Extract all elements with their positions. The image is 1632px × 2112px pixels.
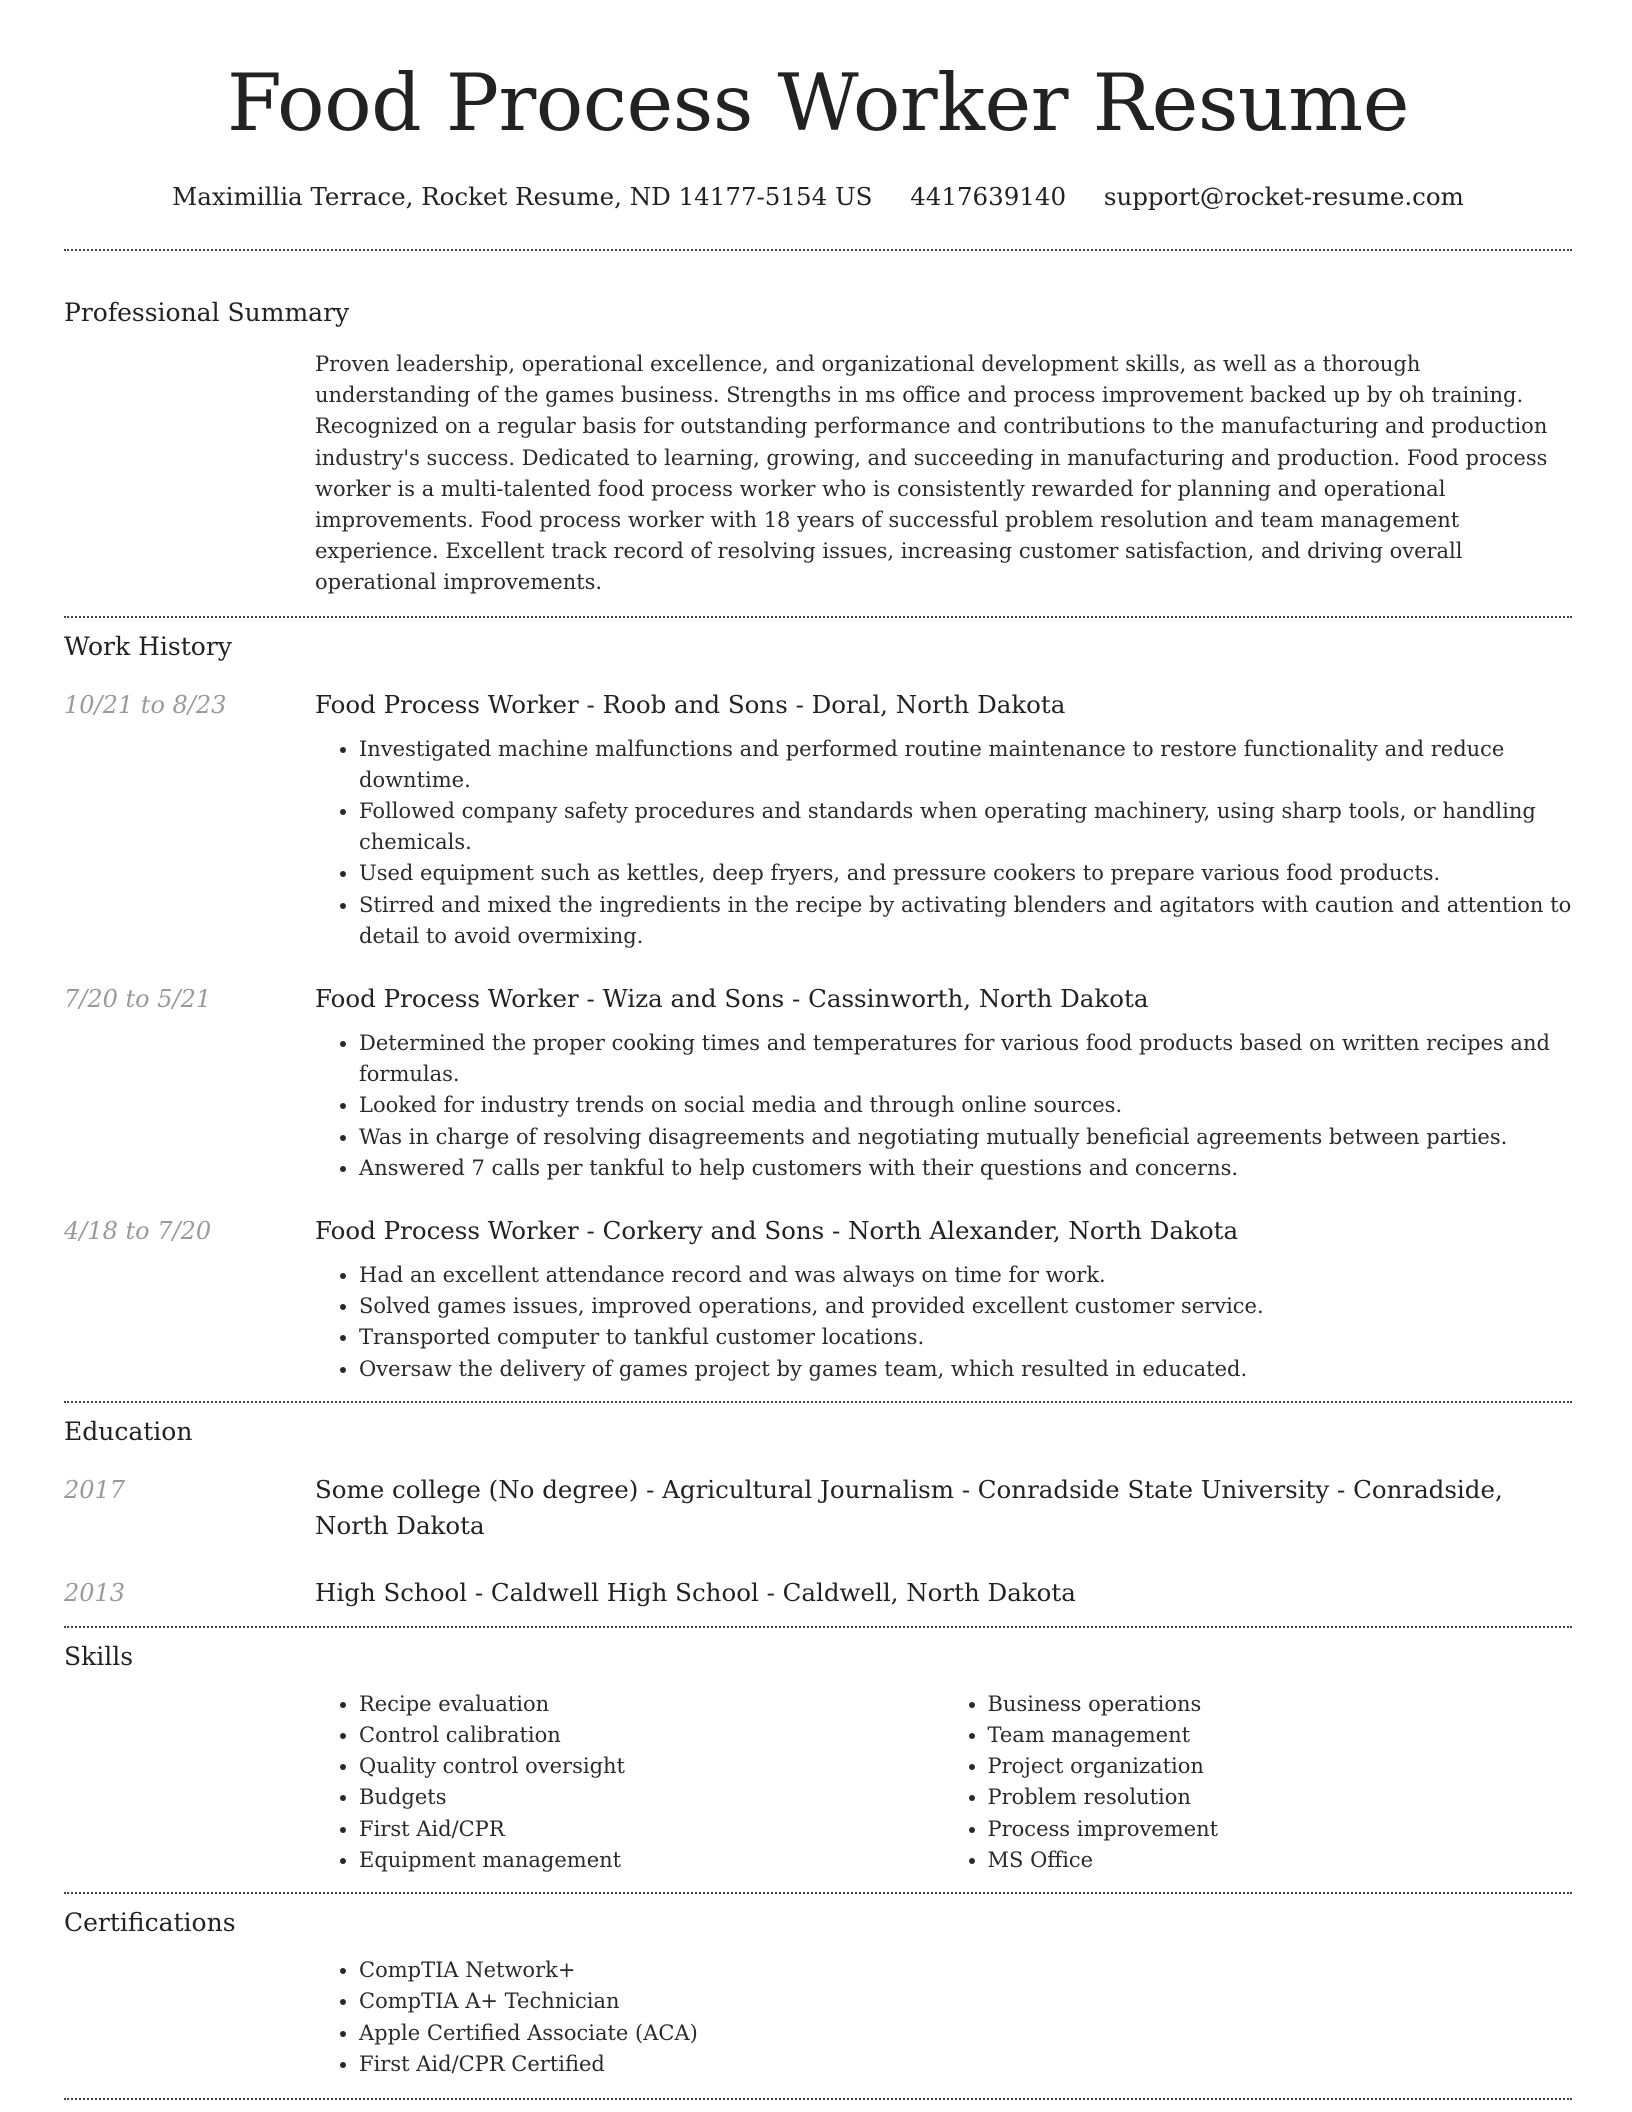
job-dates: 10/21 to 8/23: [64, 690, 227, 719]
certification-item: • CompTIA Network+: [359, 1955, 1572, 1986]
job-bullets: [315, 734, 1572, 952]
skill-item: • First Aid/CPR: [359, 1814, 944, 1845]
education-section: [64, 1413, 1572, 1611]
contact-phone: 4417639140: [910, 182, 1067, 211]
skill-item: • Budgets: [359, 1782, 944, 1813]
skill-item: • Recipe evaluation: [359, 1689, 944, 1720]
job-bullet: • Investigated machine malfunctions and performed routine maintenance to restore functionality and reduce downtime.: [359, 734, 1572, 796]
job-bullet: • Oversaw the delivery of games project by games team, which resulted in educated.: [359, 1354, 1572, 1385]
certification-item: • CompTIA A+ Technician: [359, 1986, 1572, 2017]
job-title: Food Process Worker - Wiza and Sons - Cassinworth, North Dakota: [315, 984, 1149, 1014]
job-title: Food Process Worker - Roob and Sons - Doral, North Dakota: [315, 689, 1066, 719]
job-bullet: • Solved games issues, improved operations, and provided excellent customer service.: [359, 1291, 1572, 1322]
job-bullet: • Used equipment such as kettles, deep fryers, and pressure cookers to prepare various food products.: [359, 858, 1572, 889]
education-year: 2013: [64, 1578, 126, 1607]
contact-address: Maximillia Terrace, Rocket Resume, ND 14177-5154 US: [172, 182, 873, 211]
section-divider: [64, 2098, 1572, 2100]
skill-item: • Control calibration: [359, 1720, 944, 1751]
job-bullet: • Had an excellent attendance record and was always on time for work.: [359, 1260, 1572, 1291]
skill-item: • Project organization: [988, 1751, 1573, 1782]
certifications-list: [315, 1955, 1572, 2080]
skill-item: • Team management: [988, 1720, 1573, 1751]
education-year: 2017: [64, 1475, 126, 1504]
job-bullet: • Followed company safety procedures and standards when operating machinery, using sharp tools, or handling chemicals.: [359, 796, 1572, 858]
certifications-section: [64, 1904, 1572, 2080]
job-bullet: • Stirred and mixed the ingredients in the recipe by activating blenders and agitators with caution and attention to detail to avoid overmixing.: [359, 890, 1572, 952]
job-bullet: • Transported computer to tankful customer locations.: [359, 1322, 1572, 1353]
section-divider: [64, 1892, 1572, 1894]
job-entry: [64, 687, 1572, 952]
job-bullet: • Looked for industry trends on social media and through online sources.: [359, 1090, 1572, 1121]
skill-item: • MS Office: [988, 1845, 1573, 1876]
contact-info: [64, 178, 1572, 216]
job-bullets: [315, 1028, 1572, 1184]
summary-text: Proven leadership, operational excellence, and organizational development skills, as well as a thorough understanding of the games business. Strengths in ms office and process improvement backed up by oh training. Recognized on a regular basis for outstanding performance and contributions to the manufacturing and production industry's success. Dedicated to learning, growing, and succeeding in manufacturing and production. Food process worker is a multi-talented food process worker who is consistently rewarded for planning and operational improvements. Food process worker with 18 years of successful problem resolution and team management experience. Excellent track record of resolving issues, increasing customer satisfaction, and driving overall operational improvements.: [315, 352, 1548, 595]
skills-section: [64, 1638, 1572, 1876]
resume-page: [64, 0, 1572, 2100]
summary-section: [64, 294, 1572, 599]
education-entry: [64, 1472, 1572, 1544]
job-title: Food Process Worker - Corkery and Sons - North Alexander, North Dakota: [315, 1216, 1239, 1246]
education-heading: Education: [64, 1416, 193, 1446]
section-divider: [64, 1626, 1572, 1628]
section-divider: [64, 249, 1572, 251]
skill-item: • Process improvement: [988, 1814, 1573, 1845]
work-history-heading: Work History: [64, 631, 232, 661]
work-history-section: [64, 628, 1572, 1385]
skill-item: • Business operations: [988, 1689, 1573, 1720]
job-entry: [64, 981, 1572, 1184]
section-divider: [64, 616, 1572, 618]
job-bullets: [315, 1260, 1572, 1385]
certification-item: • Apple Certified Associate (ACA): [359, 2018, 1572, 2049]
section-divider: [64, 1401, 1572, 1403]
skill-item: • Quality control oversight: [359, 1751, 944, 1782]
contact-email: support@rocket-resume.com: [1103, 182, 1464, 211]
job-entry: [64, 1213, 1572, 1385]
job-bullet: • Was in charge of resolving disagreements and negotiating mutually beneficial agreements between parties.: [359, 1122, 1572, 1153]
education-entry: [64, 1575, 1572, 1611]
certification-item: • First Aid/CPR Certified: [359, 2049, 1572, 2080]
education-title: High School - Caldwell High School - Caldwell, North Dakota: [315, 1577, 1076, 1607]
job-dates: 4/18 to 7/20: [64, 1217, 212, 1246]
summary-heading: Professional Summary: [64, 298, 350, 327]
skill-item: • Equipment management: [359, 1845, 944, 1876]
skills-list-left: [315, 1689, 944, 1876]
job-bullet: • Answered 7 calls per tankful to help customers with their questions and concerns.: [359, 1153, 1572, 1184]
skill-item: • Problem resolution: [988, 1782, 1573, 1813]
skills-heading: Skills: [64, 1641, 134, 1671]
education-title: Some college (No degree) - Agricultural Journalism - Conradside State University - Conradside, North Dakota: [315, 1474, 1503, 1540]
skills-list-right: [944, 1689, 1573, 1876]
resume-title: Food Process Worker Resume: [227, 57, 1409, 149]
job-dates: 7/20 to 5/21: [64, 985, 212, 1014]
certifications-heading: Certifications: [64, 1908, 236, 1938]
job-bullet: • Determined the proper cooking times and temperatures for various food products based on written recipes and formulas.: [359, 1028, 1572, 1090]
